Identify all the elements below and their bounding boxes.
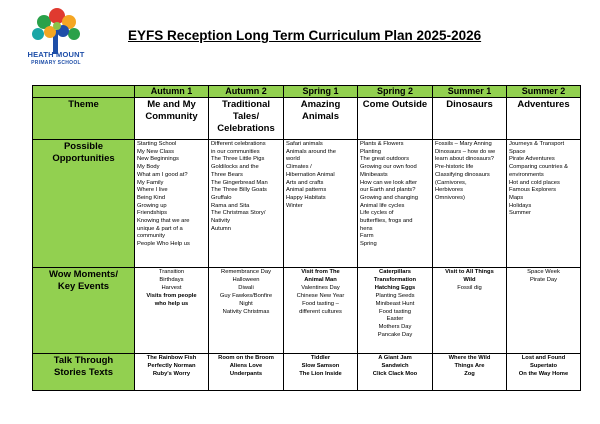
list-line: Summer (509, 210, 531, 217)
list-line: Maps (509, 194, 524, 201)
list-line: Lost and Found (521, 355, 566, 361)
event-line: Easter (386, 316, 404, 323)
list-line: Growing up (137, 202, 167, 209)
event-line: Remembrance Day (221, 269, 271, 275)
term-header: Summer 1 (433, 86, 507, 98)
list-line: The Gingerbread Man (211, 179, 268, 186)
list-line: Knowing that we are (137, 218, 190, 225)
list-line: world (286, 156, 300, 163)
list-line: Climates / (286, 164, 312, 171)
list-line: Where the Wild (448, 355, 491, 361)
theme-cell: Dinosaurs (433, 98, 507, 140)
event-line: Nativity Christmas (222, 308, 270, 315)
stories-cell (507, 354, 581, 391)
list-line: Plants & Flowers (360, 141, 404, 147)
event-line: Space Week (527, 269, 560, 275)
event-line: Night (239, 300, 253, 307)
term-header: Spring 1 (284, 86, 358, 98)
event-line: different cultures (299, 308, 342, 315)
list-line: The Christmas Story/ (211, 210, 266, 217)
list-line: What am I good at? (137, 171, 188, 178)
page-title: EYFS Reception Long Term Curriculum Plan 2025-2026 (128, 28, 482, 43)
wow-cell (358, 268, 433, 354)
list-line: The Three Little Pigs (211, 156, 265, 163)
list-line: Dinosaurs – how do we (435, 148, 496, 155)
term-header: Autumn 2 (209, 86, 284, 98)
list-line: in our communities (211, 148, 260, 155)
list-line: Three Bears (211, 171, 243, 178)
list-line: Growing our own food (360, 164, 417, 171)
header-corner (33, 86, 135, 98)
event-line: Mothers Day (378, 324, 412, 331)
event-line: Caterpillars (379, 269, 411, 275)
event-line: Planting Seeds (375, 292, 415, 299)
list-line: Starting School (137, 141, 177, 147)
opportunities-cell (135, 140, 209, 268)
list-line: New Beginnings (137, 156, 179, 163)
list-line: Pre-historic life (435, 164, 474, 171)
list-line: Animal patterns (286, 187, 327, 194)
stories-cell (209, 354, 284, 391)
list-line: The great outdoors (360, 156, 409, 163)
row-label-stories: Talk Through Stories Texts (33, 354, 135, 391)
list-line: Sandwich (381, 362, 409, 369)
list-line: Supertato (529, 362, 558, 369)
event-line: who help us (154, 300, 189, 307)
theme-cell: Me and My Community (135, 98, 209, 140)
term-header: Summer 2 (507, 86, 581, 98)
list-line: Fossils – Mary Anning (435, 141, 492, 147)
list-line: Arts and crafts (286, 179, 324, 186)
curriculum-table (32, 85, 581, 391)
list-line: A Giant Jam (378, 355, 412, 361)
list-line: our Earth and plants? (360, 187, 416, 194)
list-line: Gruffalo (211, 194, 232, 201)
event-line: Valentines Day (301, 284, 340, 291)
opportunities-cell (284, 140, 358, 268)
event-line: Food tasting (379, 308, 411, 315)
list-line: butterflies, frogs and (360, 218, 413, 225)
list-line: Tiddler (310, 355, 331, 361)
event-line: Food tasting – (302, 300, 339, 307)
event-line: Harvest (161, 284, 182, 291)
event-line: Animal Man (304, 276, 337, 283)
wow-cell (507, 268, 581, 354)
list-line: Space (509, 148, 526, 155)
list-line: Ruby's Worry (152, 370, 191, 377)
event-line: Wild (463, 276, 476, 283)
list-line: Being Kind (137, 194, 166, 201)
school-subtitle: PRIMARY SCHOOL (31, 60, 81, 66)
theme-cell: Amazing Animals (284, 98, 358, 140)
list-line: Autumn (211, 225, 231, 232)
theme-cell: Come Outside (358, 98, 433, 140)
opportunities-row (33, 140, 581, 268)
stories-cell (358, 354, 433, 391)
theme-cell: Adventures (507, 98, 581, 140)
list-line: Animals around the (286, 148, 336, 155)
event-line: Diwali (238, 284, 254, 291)
list-line: Life cycles of (360, 210, 394, 217)
theme-cell: Traditional Tales/ Celebrations (209, 98, 284, 140)
list-line: People Who Help us (137, 241, 190, 248)
list-line: My New Class (137, 148, 175, 155)
list-line: Underpants (229, 370, 263, 377)
event-line: Transformation (373, 276, 417, 283)
list-line: Winter (286, 202, 303, 209)
wow-moments-row (33, 268, 581, 354)
list-line: unique & part of a (137, 225, 183, 232)
list-line: Omnivores) (435, 194, 465, 201)
list-line: Room on the Broom (218, 355, 274, 361)
list-line: My Family (137, 179, 164, 186)
wow-cell (135, 268, 209, 354)
list-line: Classifying dinosaurs (435, 171, 490, 178)
list-line: Animal life cycles (360, 202, 405, 209)
list-line: Rama and Sita (211, 202, 250, 209)
event-line: Visit from The (301, 269, 340, 275)
list-line: The Rainbow Fish (146, 355, 197, 361)
list-line: hens (360, 225, 373, 232)
list-line: Zog (464, 370, 475, 377)
list-line: Happy Habitats (286, 194, 326, 201)
list-line: The Three Billy Goats (211, 187, 267, 194)
list-line: Click Clack Moo (372, 370, 418, 377)
list-line: My Body (137, 164, 160, 171)
list-line: Famous Explorers (509, 187, 557, 194)
list-line: Journeys & Transport (509, 141, 565, 147)
term-header-row (33, 86, 581, 98)
list-line: Spring (360, 241, 377, 248)
event-line: Guy Fawkes/Bonfire (219, 292, 273, 299)
event-line: Pancake Day (377, 332, 413, 339)
event-line: Halloween (232, 276, 260, 283)
event-line: Fossil dig (457, 284, 482, 291)
list-line: How can we look after (360, 179, 418, 186)
event-line: Visit to All Things (445, 269, 494, 275)
wow-cell (209, 268, 284, 354)
list-line: community (137, 233, 166, 240)
list-line: Hot and cold places (509, 179, 560, 186)
event-line: Hatching Eggs (374, 284, 416, 291)
row-label-theme: Theme (33, 98, 135, 140)
list-line: Growing and changing (360, 194, 419, 201)
list-line: Where I live (137, 187, 168, 194)
stories-cell (135, 354, 209, 391)
stories-cell (433, 354, 507, 391)
row-label-wow-moments: Wow Moments/ Key Events (33, 268, 135, 354)
wow-cell (433, 268, 507, 354)
term-header: Autumn 1 (135, 86, 209, 98)
opportunities-cell (209, 140, 284, 268)
list-line: Nativity (211, 218, 231, 225)
list-line: Farm (360, 233, 374, 240)
list-line: Pirate Adventures (509, 156, 555, 163)
list-line: Slow Samson (301, 362, 340, 369)
stories-cell (284, 354, 358, 391)
term-header: Spring 2 (358, 86, 433, 98)
list-line: Holidays (509, 202, 532, 209)
event-line: Minibeast Hunt (375, 300, 415, 307)
list-line: Aliens Love (229, 362, 263, 369)
list-line: On the Way Home (518, 370, 569, 377)
list-line: Comparing countries & (509, 164, 568, 171)
list-line: Friendships (137, 210, 167, 217)
list-line: environments (509, 171, 544, 178)
stories-row (33, 354, 581, 391)
list-line: Different celebrations (211, 141, 266, 147)
list-line: Herbivores (435, 187, 464, 194)
opportunities-cell (358, 140, 433, 268)
list-line: Safari animals (286, 141, 323, 147)
list-line: Minibeasts (360, 171, 388, 178)
list-line: The Lion Inside (299, 370, 342, 377)
event-line: Visits from people (146, 292, 197, 299)
opportunities-cell (433, 140, 507, 268)
list-line: Perfectly Norman (147, 362, 196, 369)
list-line: Goldilocks and the (211, 164, 259, 171)
list-line: Hibernation Animal (286, 171, 335, 178)
list-line: (Carnivores, (435, 179, 467, 186)
row-label-opportunities: Possible Opportunities (33, 140, 135, 268)
school-name: HEATH MOUNT (27, 50, 85, 59)
list-line: learn about dinosaurs? (435, 156, 494, 163)
opportunities-cell (507, 140, 581, 268)
event-line: Chinese New Year (296, 292, 345, 299)
event-line: Transition (158, 269, 185, 275)
wow-cell (284, 268, 358, 354)
list-line: Planting (360, 148, 381, 155)
theme-row (33, 98, 581, 140)
event-line: Birthdays (159, 276, 184, 283)
event-line: Pirate Day (529, 276, 558, 283)
list-line: Things Are (454, 362, 485, 369)
